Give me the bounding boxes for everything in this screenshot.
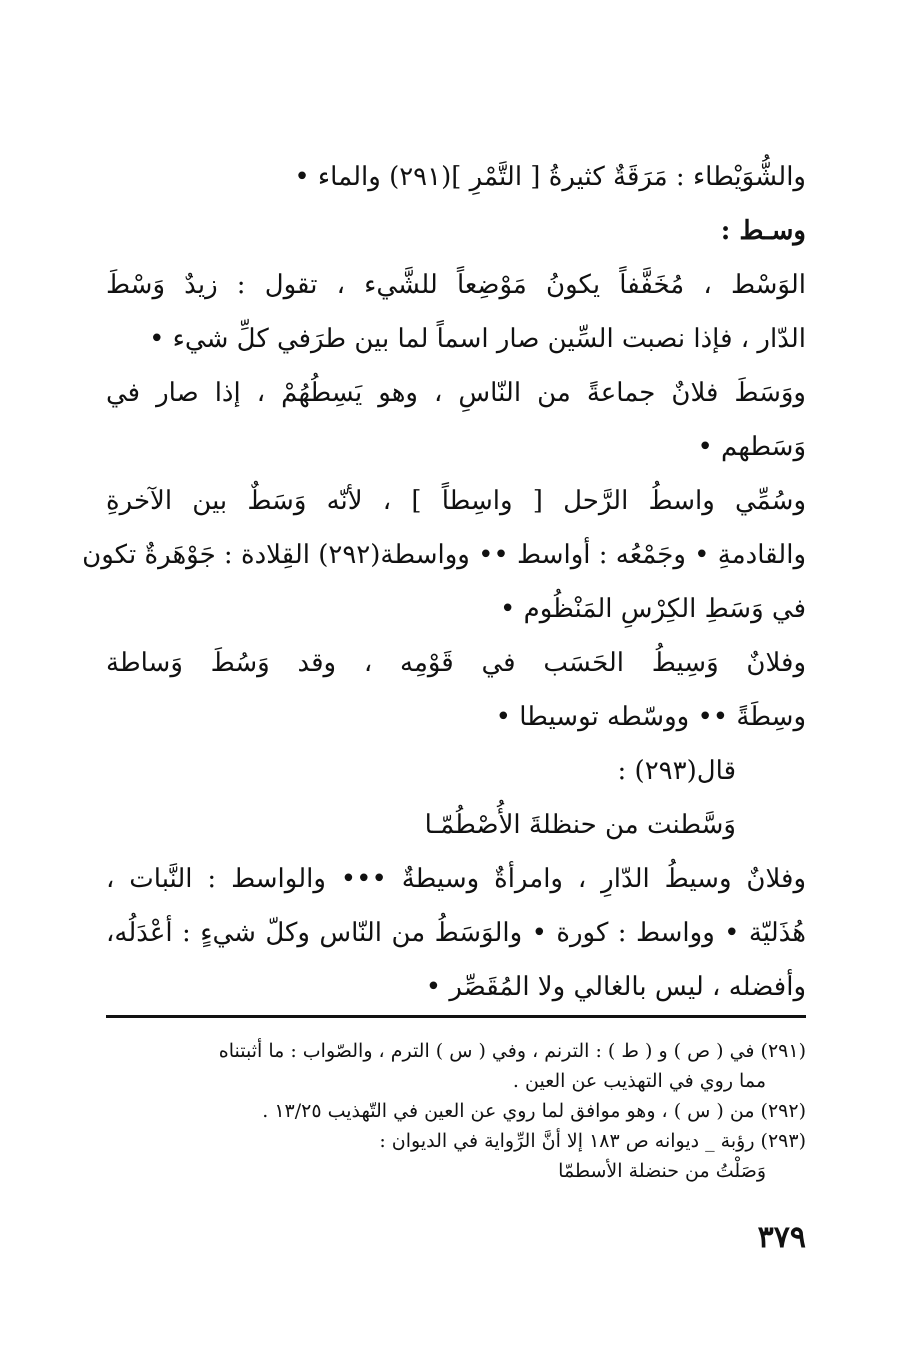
text-line: وسِطَةً •• ووسّطه توسيطا • [495,702,806,732]
footnote-line: مما روي في التهذيب عن العين . [512,1070,766,1092]
text-line: الوَسْط ، مُخَفَّفاً يكونُ مَوْضِعاً للشَّيء ، تقول : زيدٌ وَسْطَ [106,270,806,300]
text-line: وفلانٌ وَسِيطُ الحَسَب في قَوْمِه ، وقد وَسُطَ وَساطة [106,648,806,678]
text-line: وأفضله ، ليس بالغالي ولا المُقَصِّر • [425,972,806,1002]
footnote-line: (٢٩٢) من ( س ) ، وهو موافق لما روي عن العين في التّهذيب ١٣/٢٥ . [262,1100,806,1122]
verse-intro: قال(٢٩٣) : [617,756,736,786]
page-number: ٣٧٩ [757,1220,806,1255]
text-line: والشُّوَيْطاء : مَرَقَةٌ كثيرةُ [ التَّمْرِ ](٢٩١) والماء • [294,162,806,192]
footnotes [106,1036,806,1186]
verse-line: وَسَّطنت من حنظلةَ الأُصْطُمّـا [424,810,736,840]
footnote-verse: وَصَلْتُ من حنضلة الأسطمّا [558,1160,766,1182]
text-line: وَسَطهم • [697,432,806,462]
text-line: وسُمِّي واسطُ الرَّحل [ واسِطاً ] ، لأنّه وَسَطٌ بين الآخرةِ [106,486,806,516]
text-line: هُذَليّة • وواسط : كورة • والوَسَطُ من النّاس وكلّ شيءٍ : أعْدَلُه، [106,918,806,948]
text-line: الدّار ، فإذا نصبت السِّين صار اسماً لما بين طرَفي كلِّ شيء • [149,324,806,354]
entry-heading: وسـط : [720,216,806,246]
footnote-line: (٢٩٣) رؤبة _ ديوانه ص ١٨٣ إلا أنَّ الرِّواية في الديوان : [379,1130,806,1152]
footnote-line: (٢٩١) في ( ص ) و ( ط ) : الترنم ، وفي ( س ) الترم ، والصّواب : ما أثبتناه [218,1040,806,1062]
text-line: والقادمةِ • وجَمْعُه : أواسط •• وواسطة(٢٩٢) القِلادة : جَوْهَرةٌ تكون [82,540,806,570]
text-line: ووَسَطَ فلانٌ جماعةً من النّاسِ ، وهو يَسِطُهُمْ ، إذا صار في [106,378,806,408]
text-line: في وَسَطِ الكِرْسِ المَنْظُوم • [500,594,806,624]
text-line: وفلانٌ وسيطُ الدّارِ ، وامرأةٌ وسيطةٌ ••• والواسط : النَّبات ، [106,864,806,894]
footnote-divider [106,1015,806,1018]
main-text [82,150,806,1014]
